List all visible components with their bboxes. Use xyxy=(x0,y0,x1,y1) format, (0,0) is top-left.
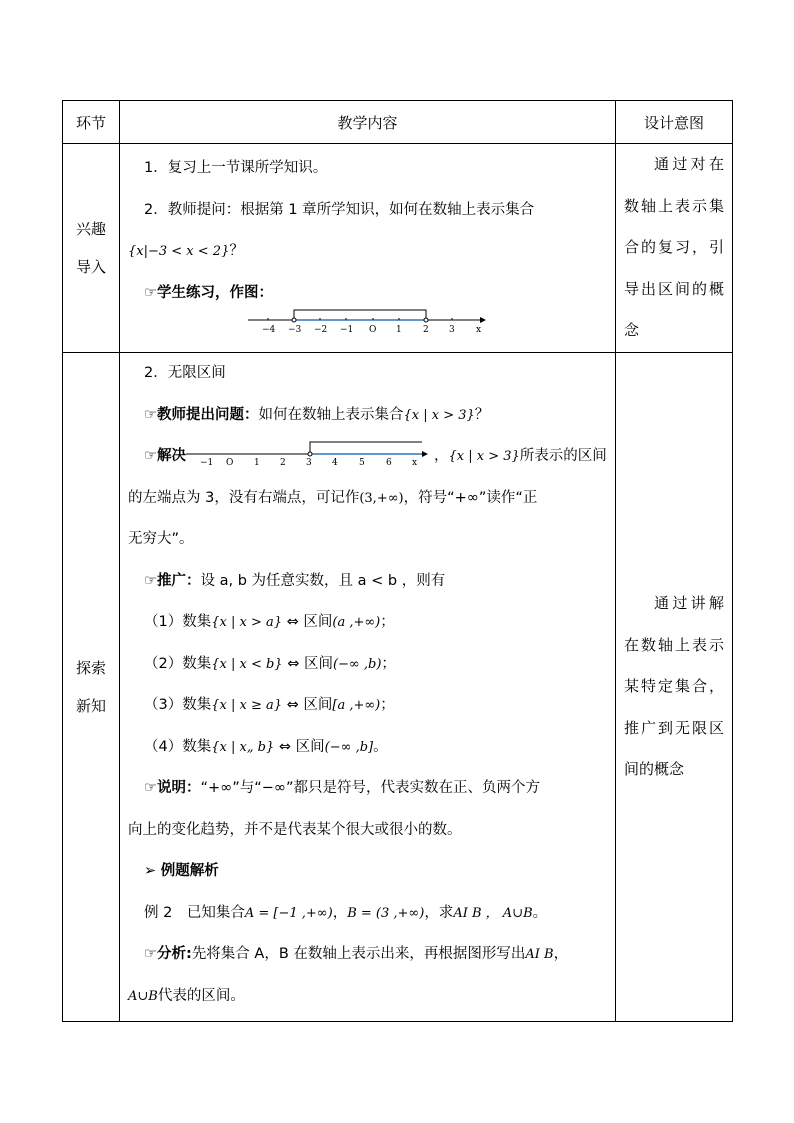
tick-label: 3 xyxy=(306,458,312,467)
tick-label: 5 xyxy=(359,458,365,467)
tick-label: −3 xyxy=(288,325,302,334)
example-line: 例 2 已知集合A = [−1 ,+∞)，B = (3 ,+∞)，求AI B ， A∪B。 xyxy=(144,904,548,921)
number-line-1 xyxy=(248,306,488,334)
set-expression: {x|−3 < x < 2} xyxy=(128,244,230,259)
tick-label: O xyxy=(226,458,234,467)
pointing-hand-icon: ☞ xyxy=(144,448,157,464)
solution-line: ☞解决 −1 O 1 2 3 4 5 6 x ，{x | x > 3}所表示的区间 xyxy=(144,436,607,478)
pointing-hand-icon: ☞ xyxy=(144,284,157,301)
generalize-line: ☞推广：设 a, b 为任意实数，且 a < b ，则有 xyxy=(144,572,446,589)
section-intro-label: 兴趣 导入 xyxy=(63,144,120,353)
pointing-hand-icon: ☞ xyxy=(144,946,157,962)
tick-label: O xyxy=(369,325,377,334)
interval-item: （4）数集{x | x„ b} ⇔ 区间(−∞ ,b]。 xyxy=(144,738,388,755)
header-content: 教学内容 xyxy=(120,101,616,144)
tick-label: −1 xyxy=(340,325,354,334)
explore-title: 2．无限区间 xyxy=(144,365,226,381)
note-line-2: 向上的变化趋势，并不是代表某个很大或很小的数。 xyxy=(128,821,462,838)
header-row xyxy=(63,101,733,144)
lesson-plan-table xyxy=(62,100,733,1022)
section-explore-label: 探索 新知 xyxy=(63,353,120,1022)
tick-label: 1 xyxy=(254,458,260,467)
section-explore-content xyxy=(120,353,616,1022)
interval-item: （1）数集{x | x > a} ⇔ 区间(a ,+∞)； xyxy=(144,614,395,630)
interval-item: （3）数集{x | x ≥ a} ⇔ 区间[a ,+∞)； xyxy=(144,697,395,713)
pointing-hand-icon: ☞ xyxy=(144,572,157,589)
set-expression: {x | x > 3} xyxy=(403,407,475,423)
tick-label: 1 xyxy=(396,325,402,334)
section-intro-intent: 通过对在数轴上表示集合的复习，引导出区间的概念 xyxy=(616,144,733,353)
section-intro-row xyxy=(63,144,733,353)
analysis-line-2: A∪B代表的区间。 xyxy=(128,987,245,1004)
set-expression: {x | x > 3} xyxy=(448,449,520,464)
number-line-2 xyxy=(186,439,434,467)
tick-label: 2 xyxy=(280,458,286,467)
tick-label: −2 xyxy=(314,325,328,334)
intro-item-2: 2．教师提问：根据第 1 章所学知识，如何在数轴上表示集合 xyxy=(144,201,535,218)
solution-line-3: 无穷大”。 xyxy=(128,531,194,547)
tick-label: 6 xyxy=(386,458,392,467)
section-explore-intent: 通过讲解在数轴上表示某特定集合，推广到无限区间的概念 xyxy=(616,353,733,1022)
header-intent: 设计意图 xyxy=(616,101,733,144)
question-line: ☞教师提出问题：如何在数轴上表示集合{x | x > 3}？ xyxy=(144,406,490,423)
note-line: ☞说明：“+∞”与“−∞”都只是符号，代表实数在正、负两个方 xyxy=(144,780,541,796)
interval-expression: (3,+∞) xyxy=(359,490,404,506)
tick-label: 2 xyxy=(423,325,429,334)
interval-item: （2）数集{x | x < b} ⇔ 区间(−∞ ,b)； xyxy=(144,655,396,672)
intro-item-2-set: {x|−3 < x < 2}？ xyxy=(128,243,244,259)
tick-label: −1 xyxy=(200,458,214,467)
tick-label: x xyxy=(476,325,482,334)
analysis-line: ☞分析:先将集合 A，B 在数轴上表示出来，再根据图形写出AI B， xyxy=(144,946,569,962)
pointing-hand-icon: ☞ xyxy=(144,780,157,796)
intro-item-1: 1．复习上一节课所学知识。 xyxy=(144,160,328,176)
arrowhead-bullet-icon: ➢ xyxy=(144,863,157,879)
section-intro-content xyxy=(120,144,616,353)
tick-label: 3 xyxy=(449,325,455,334)
number-line-1-row xyxy=(144,314,607,344)
tick-label: 4 xyxy=(332,458,338,467)
section-explore-row xyxy=(63,353,733,1022)
header-stage: 环节 xyxy=(63,101,120,144)
tick-label: x xyxy=(412,458,418,467)
tick-label: −4 xyxy=(262,325,276,334)
solution-line-2: 的左端点为 3，没有右端点，可记作(3,+∞)，符号“+∞”读作“正 xyxy=(128,489,538,506)
pointing-hand-icon: ☞ xyxy=(144,406,157,423)
example-heading: ➢ 例题解析 xyxy=(144,863,219,879)
practice-line: ☞学生练习，作图： xyxy=(144,284,273,301)
